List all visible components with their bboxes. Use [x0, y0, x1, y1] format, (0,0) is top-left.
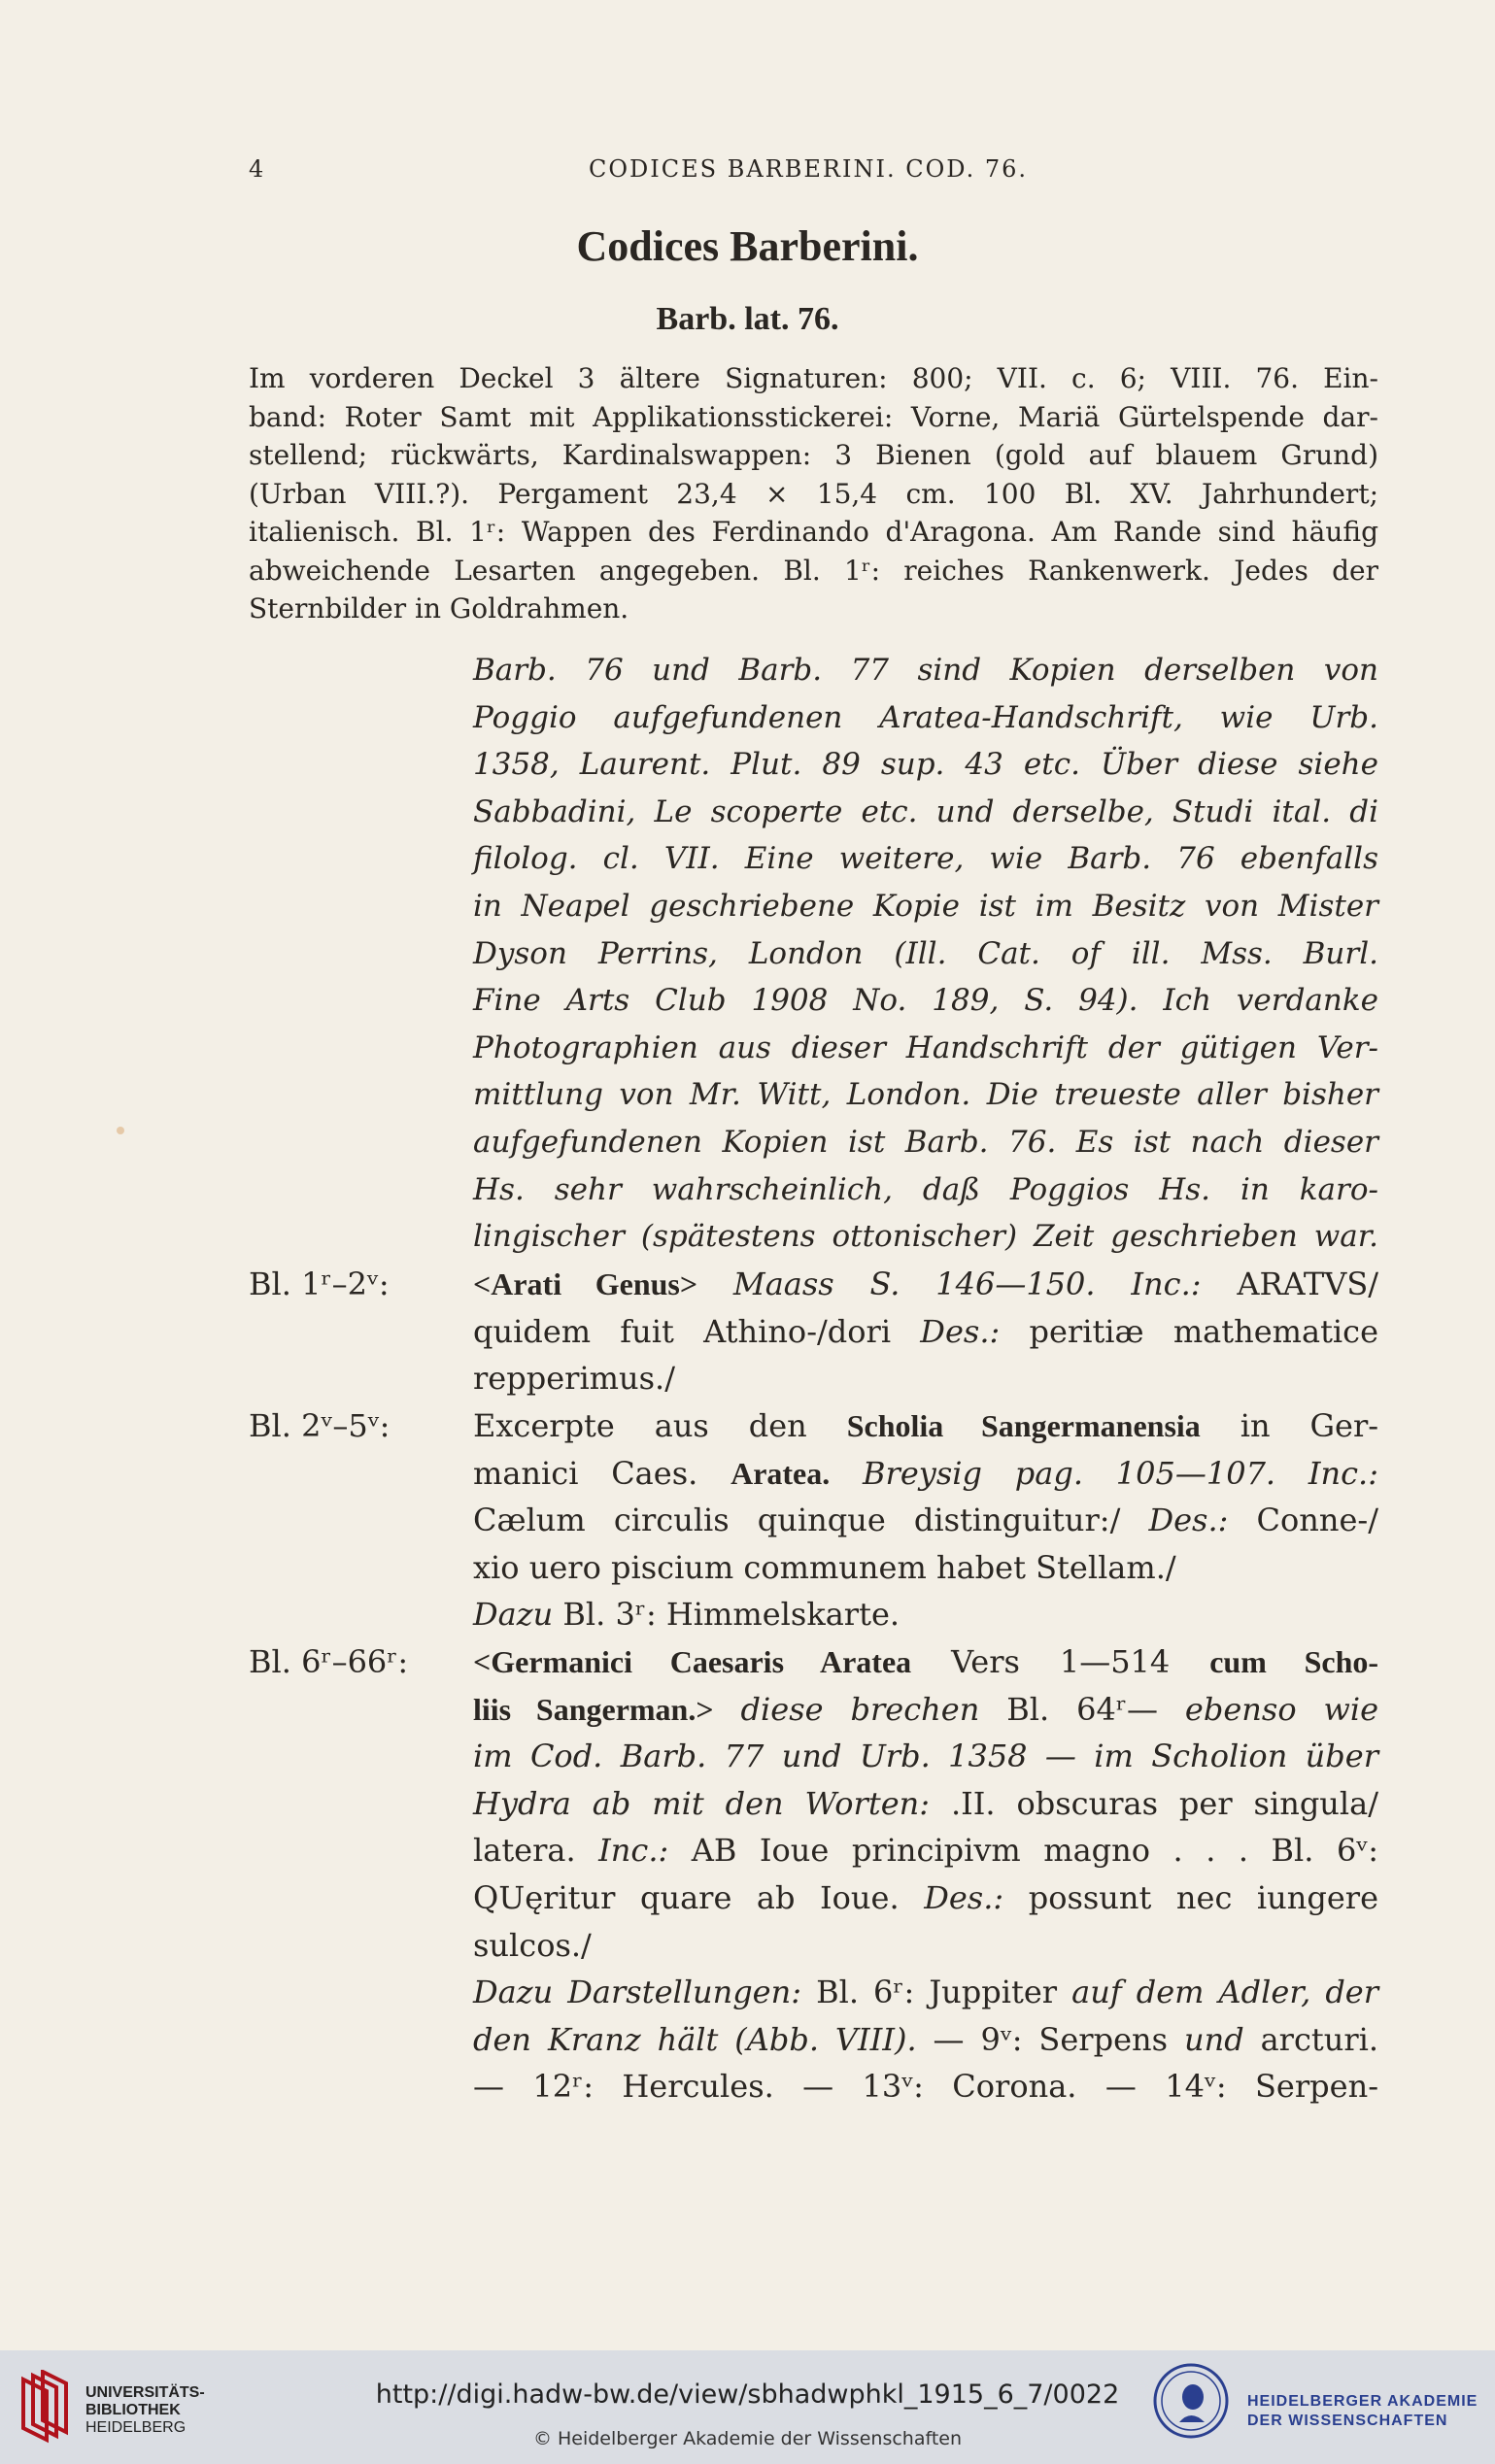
entry-text	[473, 1261, 1378, 1402]
entry-text	[473, 1402, 1378, 1638]
entry-line	[473, 1308, 1378, 1356]
desinit-text: Conne-/	[1256, 1502, 1379, 1539]
text: den Kranz hält (Abb. VIII).	[473, 2020, 917, 2058]
entry-line: sulcos./	[473, 1926, 592, 1964]
text: Bl. 3ʳ: Himmelskarte.	[562, 1596, 900, 1634]
description-line: stellend; rückwärts, Kardinalswappen: 3 Bienen (gold auf blauem Grund)	[249, 439, 1378, 471]
running-title: CODICES BARBERINI. COD. 76.	[589, 155, 1029, 183]
entry-line	[473, 1402, 1378, 1450]
page-title: Codices Barberini.	[576, 222, 919, 270]
text: Bl. 64ʳ—	[1006, 1690, 1158, 1728]
text: manici Caes.	[473, 1454, 698, 1492]
incipit-text: AB Ioue principivm magno . . . Bl. 6ᵛ:	[691, 1832, 1379, 1870]
text: — 9ᵛ: Serpens	[933, 2020, 1169, 2058]
entry-line	[473, 1261, 1378, 1308]
reference: Breysig pag. 105—107. Inc.:	[863, 1454, 1379, 1492]
work-title: Scholia Sangermanensia	[846, 1408, 1201, 1443]
folio-label: Bl. 1ʳ–2ᵛ:	[249, 1266, 390, 1302]
desinit-label: Des.:	[924, 1878, 1004, 1916]
note-line: Barb. 76 und Barb. 77 sind Kopien derselben von	[473, 653, 1378, 688]
work-title: liis Sangerman.>	[473, 1691, 714, 1727]
work-title: cum Scho-	[1209, 1644, 1379, 1679]
note-line: lingischer (spätestens ottonischer) Zeit geschrieben war.	[473, 1219, 1378, 1255]
text: diese brechen	[740, 1690, 980, 1728]
desinit-text: possunt nec iungere	[1028, 1878, 1379, 1916]
entry-line	[473, 1686, 1378, 1734]
entry-line	[473, 1780, 1378, 1828]
codex-heading: Barb. lat. 76.	[656, 301, 839, 337]
logo-text: HEIDELBERGER AKADEMIE	[1247, 2393, 1478, 2410]
work-title: <Arati Genus>	[473, 1266, 698, 1301]
work-title: Aratea.	[731, 1455, 831, 1491]
editorial-note	[473, 647, 1378, 1261]
text: Excerpte aus den	[473, 1407, 807, 1444]
text: .II. obscuras per singula/	[950, 1784, 1379, 1822]
page-number: 4	[249, 155, 266, 183]
description-line: abweichende Lesarten angegeben. Bl. 1ʳ: reiches Rankenwerk. Jedes der	[249, 554, 1378, 587]
entry-line	[473, 1450, 1378, 1498]
logo-text: DER WISSENSCHAFTEN	[1247, 2413, 1448, 2429]
note-line: Hs. sehr wahrscheinlich, daß Poggios Hs. in karo-	[473, 1171, 1378, 1207]
text: arcturi.	[1260, 2020, 1379, 2058]
incipit-text: ARATVS/	[1237, 1266, 1379, 1302]
note-line: 1358, Laurent. Plut. 89 sup. 43 etc. Über diese siehe	[473, 747, 1378, 783]
logo-text: BIBLIOTHEK	[85, 2402, 181, 2418]
description-line: Sternbilder in Goldrahmen.	[249, 592, 629, 624]
note-line: Photographien aus dieser Handschrift der gütigen Ver-	[473, 1029, 1378, 1065]
reference: Maass S. 146—150.	[732, 1266, 1096, 1302]
text: Bl. 6ʳ: Juppiter	[816, 1974, 1058, 2011]
academy-name	[1247, 2392, 1478, 2431]
description-line: band: Roter Samt mit Applikationsstickerei: Vorne, Mariä Gürtelspende dar-	[249, 400, 1378, 433]
text: ebenso wie	[1184, 1690, 1379, 1728]
text: Hydra ab mit den Worten:	[473, 1784, 931, 1822]
text: Dazu	[473, 1596, 554, 1634]
desinit-label: Des.:	[920, 1312, 1001, 1350]
entry-line: — 12ʳ: Hercules. — 13ᵛ: Corona. — 14ᵛ: Serpen-	[473, 2068, 1378, 2106]
text: Vers 1—514	[951, 1643, 1171, 1680]
text: auf dem Adler, der	[1071, 1974, 1379, 2011]
note-line: mittlung von Mr. Witt, London. Die treueste aller bisher	[473, 1077, 1378, 1113]
incipit-text: quidem fuit Athino-/dori	[473, 1312, 892, 1350]
note-line: Fine Arts Club 1908 No. 189, S. 94). Ich verdanke	[473, 983, 1378, 1019]
copyright-notice: © Heidelberger Akademie der Wissenschaften	[532, 2428, 963, 2449]
permalink-url[interactable]: http://digi.hadw-bw.de/view/sbhadwphkl_1915_6_7/0022	[375, 2380, 1120, 2410]
note-line: Poggio aufgefundenen Aratea-Handschrift, wie Urb.	[473, 699, 1378, 735]
entry-line	[473, 1969, 1378, 2016]
entry-line	[473, 1827, 1378, 1874]
entry-text	[473, 1638, 1378, 2110]
text: und	[1183, 2020, 1244, 2058]
note-line: in Neapel geschriebene Kopie ist im Besitz von Mister	[473, 888, 1378, 924]
entry-line	[473, 1638, 1378, 1686]
incipit-label: Inc.:	[598, 1832, 669, 1870]
desinit-label: Des.:	[1148, 1502, 1229, 1539]
codex-description	[249, 359, 1378, 628]
academy-seal-icon	[1152, 2362, 1230, 2440]
text: QUęritur quare ab Ioue.	[473, 1878, 900, 1916]
logo-text: UNIVERSITÄTS-	[85, 2384, 205, 2401]
entry-line: im Cod. Barb. 77 und Urb. 1358 — im Scholion über	[473, 1738, 1378, 1775]
text: in Ger-	[1240, 1407, 1379, 1444]
note-line: Sabbadini, Le scoperte etc. und derselbe, Studi ital. di	[473, 793, 1378, 829]
note-line: aufgefundenen Kopien ist Barb. 76. Es ist nach dieser	[473, 1124, 1378, 1160]
ink-spot	[117, 1127, 124, 1134]
desinit-text: peritiæ mathematice	[1029, 1312, 1379, 1350]
logo-text: HEIDELBERG	[85, 2419, 187, 2436]
entry-line	[473, 1497, 1378, 1544]
entry-line	[473, 1591, 1378, 1638]
folio-label: Bl. 2ᵛ–5ᵛ:	[249, 1407, 391, 1444]
entry-line: xio uero piscium communem habet Stellam./	[473, 1548, 1176, 1586]
incipit-label: Inc.:	[1131, 1266, 1202, 1302]
entry-line	[473, 2016, 1378, 2064]
description-line: italienisch. Bl. 1ʳ: Wappen des Ferdinando d'Aragona. Am Rande sind häufig	[249, 516, 1378, 548]
note-line: Dyson Perrins, London (Ill. Cat. of ill. Mss. Burl.	[473, 935, 1378, 971]
note-line: filolog. cl. VII. Eine weitere, wie Barb. 76 ebenfalls	[473, 841, 1378, 877]
text: Dazu Darstellungen:	[473, 1974, 802, 2011]
description-line: Im vorderen Deckel 3 ältere Signaturen: 800; VII. c. 6; VIII. 76. Ein-	[249, 362, 1378, 394]
running-head	[249, 155, 1376, 194]
folio-label: Bl. 6ʳ–66ʳ:	[249, 1643, 409, 1680]
description-line: (Urban VIII.?). Pergament 23,4 × 15,4 cm. 100 Bl. XV. Jahrhundert;	[249, 477, 1378, 510]
entry-line: repperimus./	[473, 1360, 675, 1398]
incipit-text: Cælum circulis quinque distinguitur:/	[473, 1502, 1121, 1539]
work-title: <Germanici Caesaris Aratea	[473, 1644, 912, 1679]
entry-line	[473, 1874, 1378, 1922]
text: latera.	[473, 1832, 576, 1870]
